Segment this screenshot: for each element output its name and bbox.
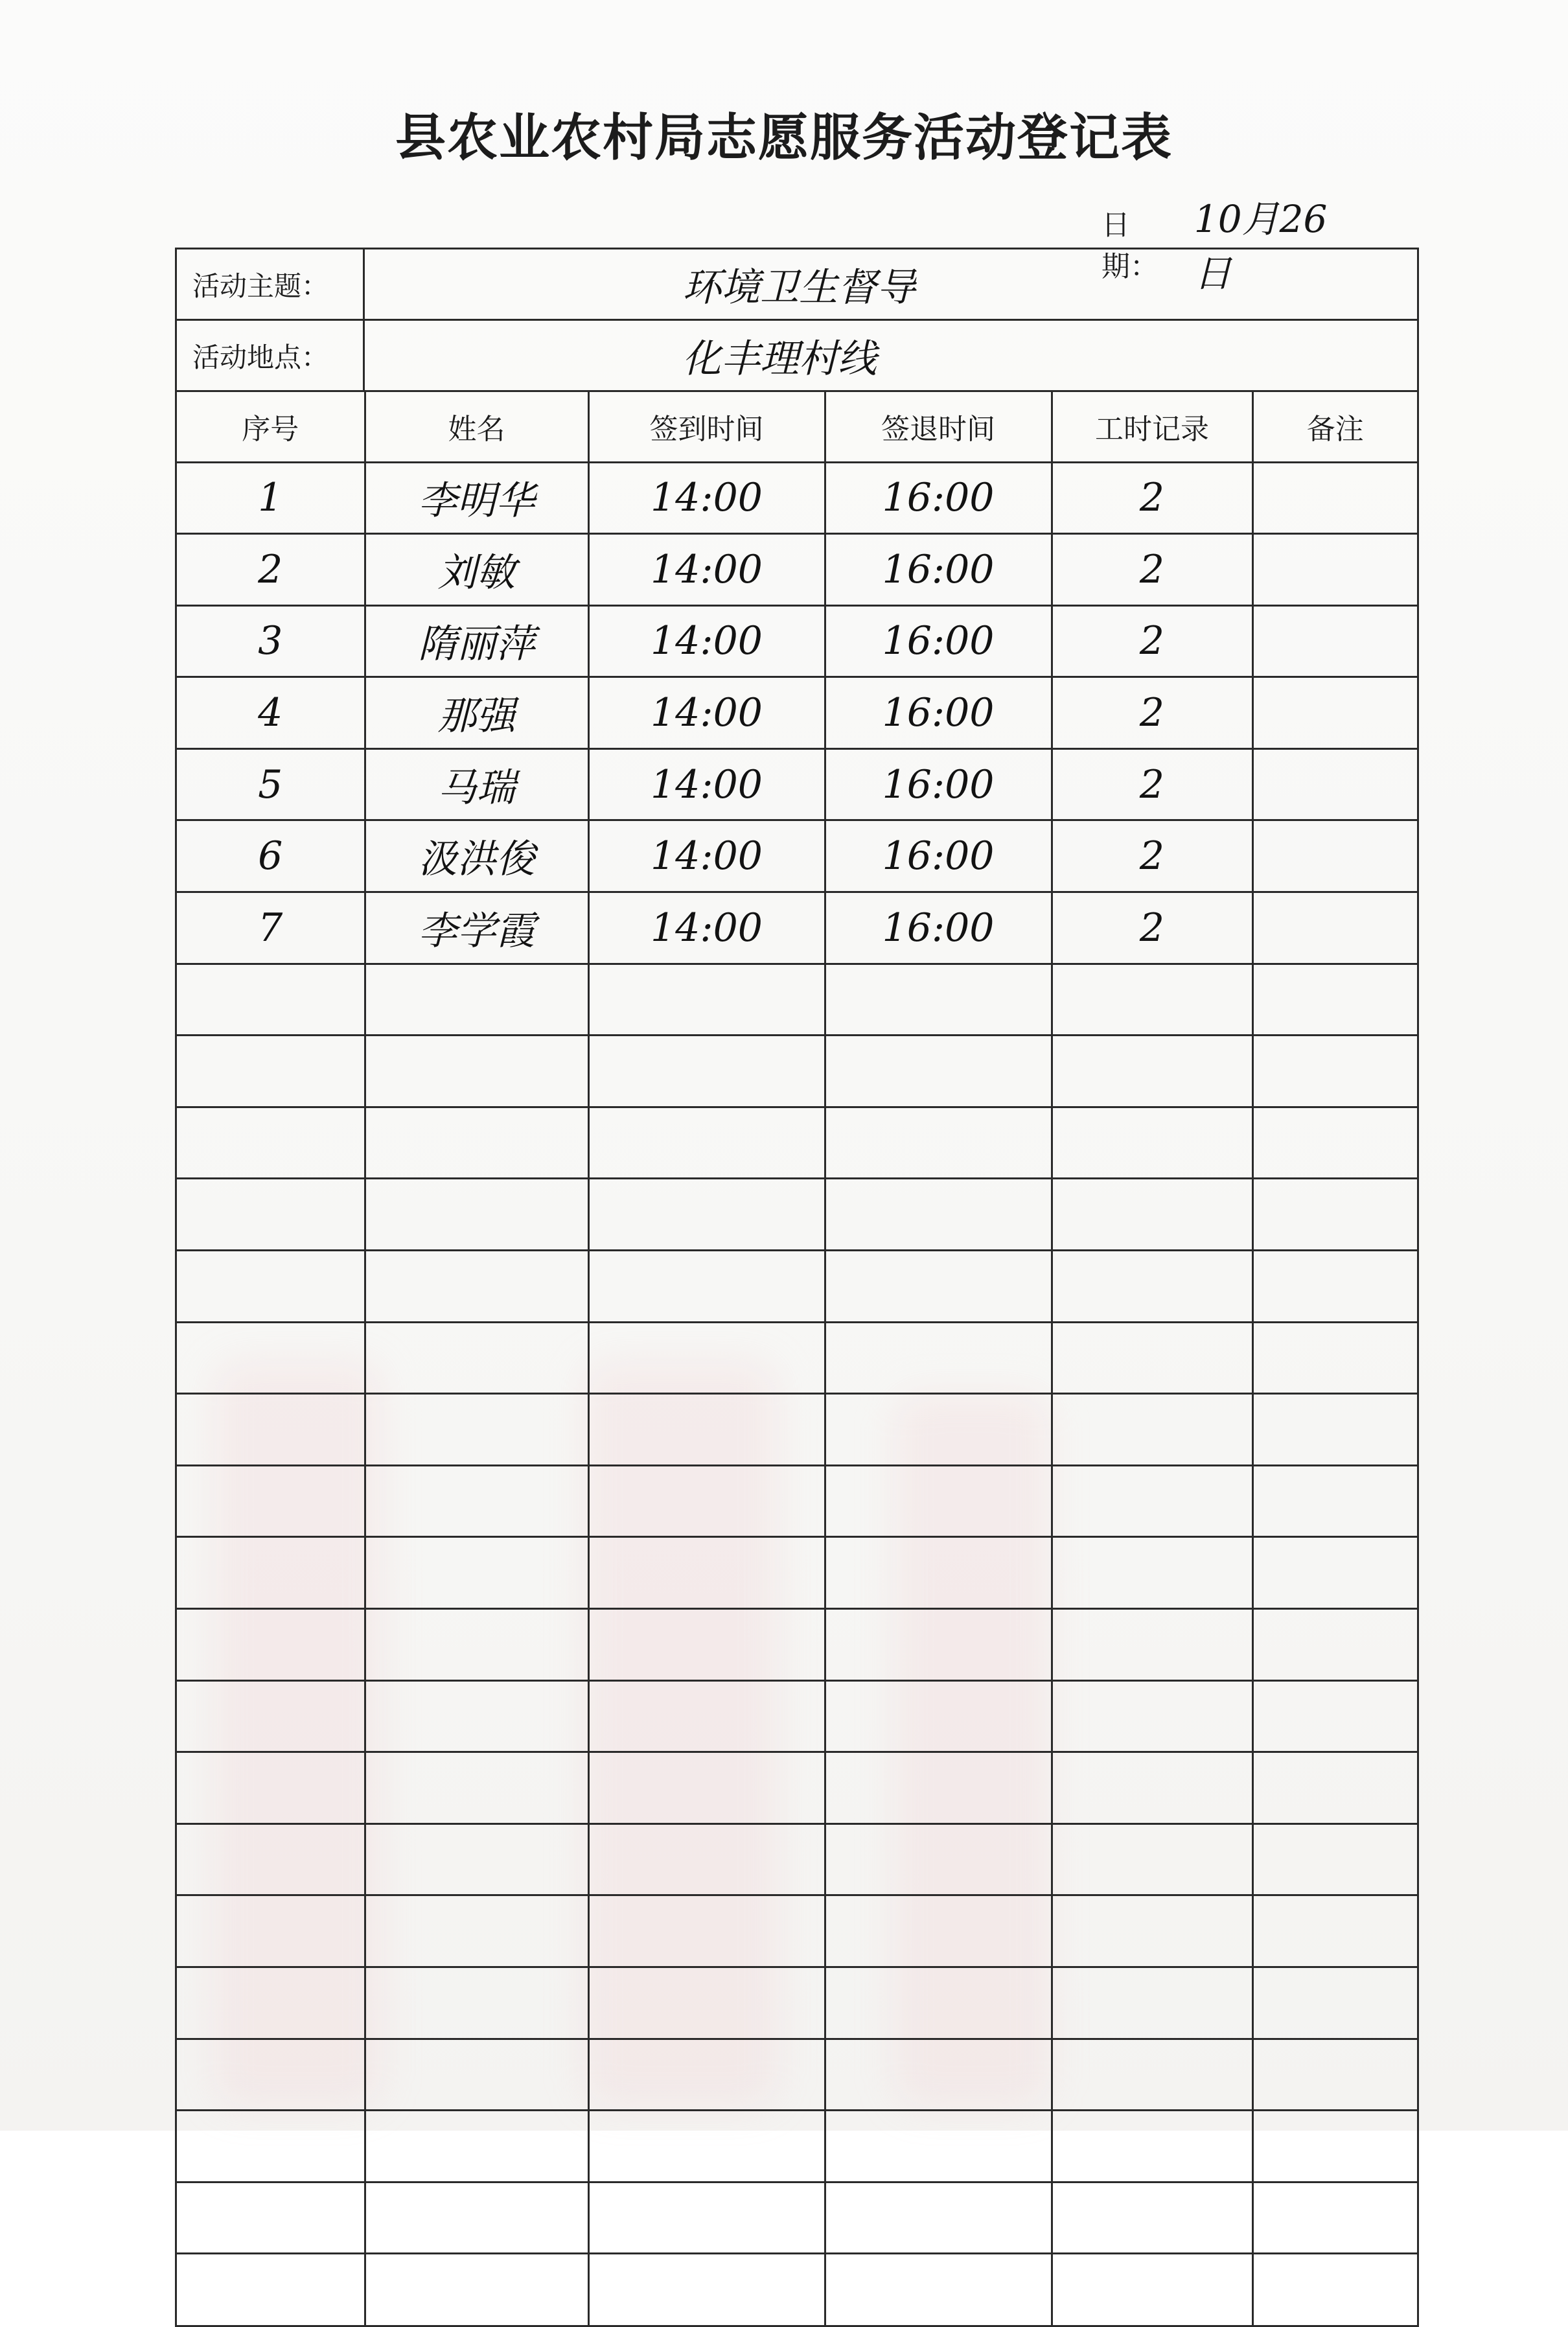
row-no-cell	[177, 1537, 365, 1609]
row-check-out-cell: 16:00	[825, 892, 1052, 964]
table-row	[177, 1609, 1417, 1681]
table-row	[177, 534, 1417, 606]
row-note-cell	[1252, 2039, 1417, 2111]
row-check-out-cell	[825, 1251, 1052, 1323]
row-note-cell	[1252, 1036, 1417, 1107]
row-check-out-cell	[825, 1107, 1052, 1179]
row-no-cell	[177, 1251, 365, 1323]
row-note-cell	[1252, 1322, 1417, 1394]
location-row	[177, 321, 1417, 392]
row-note-cell	[1252, 1895, 1417, 1967]
row-no-cell: 2	[177, 534, 365, 606]
row-hours-cell	[1052, 1036, 1252, 1107]
row-no-cell: 6	[177, 820, 365, 892]
row-hours-cell	[1052, 2182, 1252, 2254]
row-check-in-cell: 14:00	[588, 605, 825, 677]
row-check-in-cell: 14:00	[588, 534, 825, 606]
theme-label: 活动主题：	[177, 249, 365, 319]
row-no-cell: 3	[177, 605, 365, 677]
row-check-out-cell	[825, 1823, 1052, 1895]
row-check-out-cell	[825, 1680, 1052, 1752]
row-name-cell	[365, 1107, 588, 1179]
table-row	[177, 1036, 1417, 1107]
row-note-cell	[1252, 1107, 1417, 1179]
row-hours-cell	[1052, 1609, 1252, 1681]
row-name-cell: 李学霞	[365, 892, 588, 964]
row-hours-cell: 2	[1052, 605, 1252, 677]
row-note-cell	[1252, 2182, 1417, 2254]
row-check-out-cell	[825, 1322, 1052, 1394]
row-name-cell	[365, 2111, 588, 2182]
row-check-out-cell	[825, 2254, 1052, 2326]
table-body	[177, 462, 1417, 2325]
row-note-cell	[1252, 892, 1417, 964]
row-hours-cell	[1052, 1823, 1252, 1895]
row-no-cell	[177, 1967, 365, 2039]
row-hours-cell: 2	[1052, 820, 1252, 892]
row-check-in-cell	[588, 1752, 825, 1824]
row-note-cell	[1252, 1394, 1417, 1466]
row-hours-cell	[1052, 1179, 1252, 1251]
row-name-cell	[365, 1537, 588, 1609]
row-check-out-cell	[825, 1465, 1052, 1537]
row-name-cell	[365, 1251, 588, 1323]
table-row	[177, 2254, 1417, 2326]
row-name-cell	[365, 1465, 588, 1537]
row-hours-cell	[1052, 964, 1252, 1036]
row-check-out-cell	[825, 1895, 1052, 1967]
row-check-out-cell	[825, 2182, 1052, 2254]
row-note-cell	[1252, 1680, 1417, 1752]
row-no-cell	[177, 1609, 365, 1681]
row-name-cell	[365, 1680, 588, 1752]
row-name-cell	[365, 2254, 588, 2326]
row-name-cell: 马瑞	[365, 748, 588, 820]
row-name-cell: 那强	[365, 677, 588, 749]
row-check-in-cell	[588, 1251, 825, 1323]
row-hours-cell: 2	[1052, 748, 1252, 820]
row-check-out-cell	[825, 1609, 1052, 1681]
row-check-out-cell	[825, 2039, 1052, 2111]
row-hours-cell	[1052, 1107, 1252, 1179]
table-row	[177, 1823, 1417, 1895]
table-row	[177, 1107, 1417, 1179]
row-check-out-cell	[825, 964, 1052, 1036]
row-name-cell	[365, 1322, 588, 1394]
row-name-cell	[365, 1179, 588, 1251]
row-no-cell	[177, 2182, 365, 2254]
row-check-in-cell: 14:00	[588, 820, 825, 892]
date-value: 10月26日	[1193, 197, 1328, 295]
row-hours-cell	[1052, 2039, 1252, 2111]
table-row	[177, 1537, 1417, 1609]
table-row	[177, 1680, 1417, 1752]
row-check-in-cell	[588, 2254, 825, 2326]
row-hours-cell: 2	[1052, 534, 1252, 606]
row-note-cell	[1252, 1967, 1417, 2039]
location-label: 活动地点：	[177, 321, 365, 390]
row-no-cell	[177, 1465, 365, 1537]
row-note-cell	[1252, 1251, 1417, 1323]
table-row	[177, 1251, 1417, 1323]
row-check-in-cell	[588, 1609, 825, 1681]
row-note-cell	[1252, 462, 1417, 534]
row-check-out-cell: 16:00	[825, 462, 1052, 534]
row-check-in-cell: 14:00	[588, 462, 825, 534]
header-note: 备注	[1252, 392, 1417, 462]
row-hours-cell: 2	[1052, 677, 1252, 749]
row-check-in-cell	[588, 1967, 825, 2039]
row-no-cell: 7	[177, 892, 365, 964]
row-hours-cell	[1052, 1752, 1252, 1824]
table-row	[177, 1465, 1417, 1537]
row-no-cell	[177, 1322, 365, 1394]
row-hours-cell	[1052, 1465, 1252, 1537]
row-check-in-cell	[588, 1394, 825, 1466]
row-check-out-cell	[825, 2111, 1052, 2182]
row-check-in-cell	[588, 1680, 825, 1752]
row-no-cell	[177, 1823, 365, 1895]
row-check-in-cell	[588, 1895, 825, 1967]
row-hours-cell	[1052, 1251, 1252, 1323]
row-check-out-cell	[825, 1036, 1052, 1107]
table-row	[177, 1752, 1417, 1824]
header-check-out: 签退时间	[825, 392, 1052, 462]
row-check-in-cell: 14:00	[588, 677, 825, 749]
row-check-in-cell	[588, 1322, 825, 1394]
row-note-cell	[1252, 1179, 1417, 1251]
row-hours-cell	[1052, 1394, 1252, 1466]
header-hours: 工时记录	[1052, 392, 1252, 462]
row-note-cell	[1252, 1465, 1417, 1537]
row-name-cell	[365, 964, 588, 1036]
row-check-out-cell	[825, 1394, 1052, 1466]
row-check-in-cell: 14:00	[588, 892, 825, 964]
row-no-cell	[177, 2111, 365, 2182]
row-name-cell	[365, 1394, 588, 1466]
row-name-cell: 汲洪俊	[365, 820, 588, 892]
row-note-cell	[1252, 1823, 1417, 1895]
row-name-cell	[365, 1823, 588, 1895]
row-name-cell	[365, 1752, 588, 1824]
header-name: 姓名	[365, 392, 588, 462]
row-check-out-cell: 16:00	[825, 677, 1052, 749]
row-check-in-cell	[588, 2039, 825, 2111]
table-row	[177, 1895, 1417, 1967]
table-header-row	[177, 392, 1417, 462]
row-no-cell	[177, 2039, 365, 2111]
row-no-cell	[177, 1036, 365, 1107]
row-no-cell: 1	[177, 462, 365, 534]
row-hours-cell: 2	[1052, 462, 1252, 534]
row-note-cell	[1252, 677, 1417, 749]
header-no: 序号	[177, 392, 365, 462]
row-no-cell	[177, 1752, 365, 1824]
row-hours-cell	[1052, 1895, 1252, 1967]
row-no-cell: 5	[177, 748, 365, 820]
row-check-out-cell	[825, 1967, 1052, 2039]
table-row	[177, 1967, 1417, 2039]
registration-form	[175, 248, 1419, 2327]
table-row	[177, 2111, 1417, 2182]
row-check-in-cell	[588, 1107, 825, 1179]
table-row	[177, 677, 1417, 749]
table-row	[177, 462, 1417, 534]
theme-value: 环境卫生督导	[682, 264, 916, 310]
row-hours-cell	[1052, 2254, 1252, 2326]
row-no-cell	[177, 1394, 365, 1466]
row-check-out-cell: 16:00	[825, 534, 1052, 606]
table-row	[177, 892, 1417, 964]
row-note-cell	[1252, 1752, 1417, 1824]
row-name-cell	[365, 2039, 588, 2111]
form-title: 县农业农村局志愿服务活动登记表	[395, 109, 1173, 167]
table-row	[177, 2182, 1417, 2254]
row-check-in-cell: 14:00	[588, 748, 825, 820]
row-check-in-cell	[588, 1465, 825, 1537]
row-note-cell	[1252, 2254, 1417, 2326]
table-row	[177, 1179, 1417, 1251]
table-row	[177, 748, 1417, 820]
table-row	[177, 1394, 1417, 1466]
row-name-cell: 李明华	[365, 462, 588, 534]
row-no-cell: 4	[177, 677, 365, 749]
row-no-cell	[177, 964, 365, 1036]
header-check-in: 签到时间	[588, 392, 825, 462]
row-name-cell	[365, 1895, 588, 1967]
row-hours-cell	[1052, 1322, 1252, 1394]
row-note-cell	[1252, 1609, 1417, 1681]
row-note-cell	[1252, 534, 1417, 606]
row-name-cell	[365, 1609, 588, 1681]
theme-row	[177, 249, 1417, 321]
row-name-cell	[365, 1036, 588, 1107]
row-no-cell	[177, 1895, 365, 1967]
row-no-cell	[177, 1179, 365, 1251]
row-hours-cell	[1052, 1537, 1252, 1609]
row-check-in-cell	[588, 1537, 825, 1609]
row-check-in-cell	[588, 964, 825, 1036]
row-check-out-cell	[825, 1537, 1052, 1609]
row-note-cell	[1252, 2111, 1417, 2182]
attendance-table	[177, 392, 1417, 2325]
row-check-out-cell	[825, 1752, 1052, 1824]
row-name-cell	[365, 1967, 588, 2039]
row-note-cell	[1252, 605, 1417, 677]
row-check-out-cell: 16:00	[825, 605, 1052, 677]
table-row	[177, 2039, 1417, 2111]
row-name-cell	[365, 2182, 588, 2254]
row-hours-cell	[1052, 2111, 1252, 2182]
row-check-in-cell	[588, 1036, 825, 1107]
row-check-out-cell: 16:00	[825, 820, 1052, 892]
row-name-cell: 刘敏	[365, 534, 588, 606]
table-row	[177, 964, 1417, 1036]
row-no-cell	[177, 2254, 365, 2326]
row-note-cell	[1252, 820, 1417, 892]
date-label: 日期：	[1101, 209, 1159, 283]
row-no-cell	[177, 1680, 365, 1752]
row-note-cell	[1252, 748, 1417, 820]
row-check-in-cell	[588, 1179, 825, 1251]
table-row	[177, 1322, 1417, 1394]
row-check-out-cell: 16:00	[825, 748, 1052, 820]
table-row	[177, 820, 1417, 892]
row-hours-cell	[1052, 1967, 1252, 2039]
row-note-cell	[1252, 964, 1417, 1036]
table-row	[177, 605, 1417, 677]
row-name-cell: 隋丽萍	[365, 605, 588, 677]
row-hours-cell	[1052, 1680, 1252, 1752]
location-value: 化丰理村线	[682, 336, 877, 382]
row-note-cell	[1252, 1537, 1417, 1609]
row-check-in-cell	[588, 1823, 825, 1895]
row-hours-cell: 2	[1052, 892, 1252, 964]
row-check-in-cell	[588, 2111, 825, 2182]
row-check-out-cell	[825, 1179, 1052, 1251]
row-check-in-cell	[588, 2182, 825, 2254]
row-no-cell	[177, 1107, 365, 1179]
